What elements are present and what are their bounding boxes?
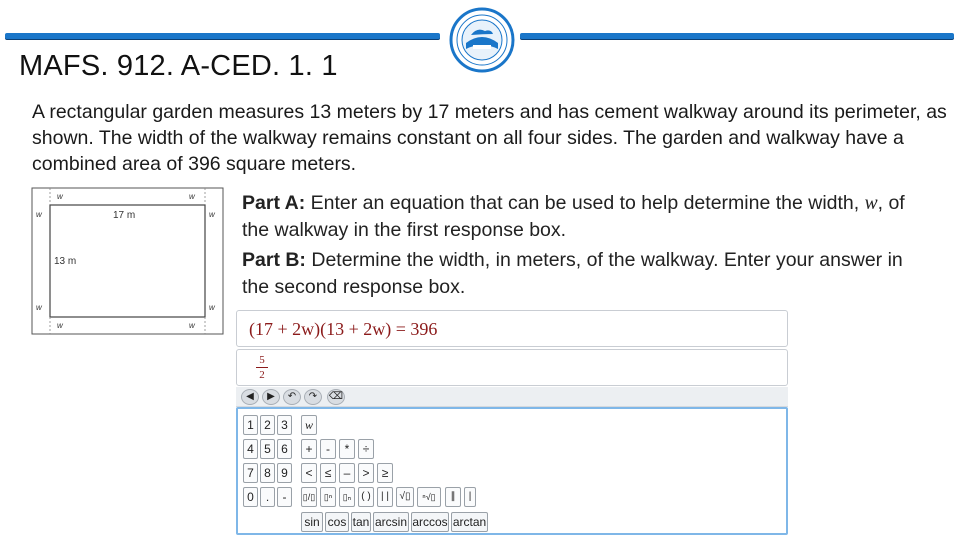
header-bar-right [520,33,954,39]
garden-width-label: 17 m [113,210,136,221]
walkway-label: w [209,303,215,312]
walkway-label: w [209,210,215,219]
left-arrow-icon[interactable]: ◀ [241,389,259,405]
key-3[interactable]: 3 [277,415,292,435]
walkway-label: w [36,303,42,312]
undo-icon[interactable]: ↶ [283,389,301,405]
key-tan[interactable]: tan [351,512,371,532]
fraction-answer [256,354,268,381]
key-greater-than[interactable]: > [358,463,374,483]
part-b [242,247,922,301]
key-negative[interactable]: - [277,487,292,507]
key-minus[interactable]: - [320,439,336,459]
key-2[interactable]: 2 [260,415,275,435]
page-title: MAFS. 912. A-CED. 1. 1 [19,50,338,82]
parallel-icon[interactable]: ∥ [445,487,461,507]
fraction-numerator: 5 [259,354,265,366]
part-a-text-end: , of the walkway in the first response box. [242,192,905,241]
key-sin[interactable]: sin [301,512,323,532]
walkway-label: w [189,321,195,330]
key-plus[interactable]: + [301,439,317,459]
key-less-than[interactable]: < [301,463,317,483]
key-arctan[interactable]: arctan [451,512,488,532]
fraction-template-icon[interactable]: ▯/▯ [301,487,317,507]
editor-toolbar [236,387,788,407]
key-arccos[interactable]: arccos [411,512,449,532]
absolute-value-icon[interactable]: | | [377,487,393,507]
question-prompt [242,190,922,304]
part-a-label: Part A: [242,192,306,214]
response-box-1[interactable] [236,310,788,347]
nth-root-icon[interactable]: ⁿ√▯ [417,487,441,507]
square-root-icon[interactable]: √▯ [396,487,414,507]
key-divide[interactable]: ÷ [358,439,374,459]
key-cos[interactable]: cos [325,512,349,532]
key-5[interactable]: 5 [260,439,275,459]
garden-height-label: 13 m [54,256,77,267]
equation-answer: (17 + 2w)(13 + 2w) = 396 [249,319,438,339]
bar-icon[interactable]: | [464,487,476,507]
right-arrow-icon[interactable]: ▶ [262,389,280,405]
key-9[interactable]: 9 [277,463,292,483]
delete-icon[interactable]: ⌫ [327,389,345,405]
math-keypad [236,407,788,535]
key-6[interactable]: 6 [277,439,292,459]
key-7[interactable]: 7 [243,463,258,483]
key-less-equal[interactable]: ≤ [320,463,336,483]
part-a-text: Enter an equation that can be used to help determine the width, [310,192,860,214]
redo-icon[interactable]: ↷ [304,389,322,405]
garden-diagram [31,187,224,335]
key-greater-equal[interactable]: ≥ [377,463,393,483]
key-8[interactable]: 8 [260,463,275,483]
key-w[interactable]: w [301,415,317,435]
part-b-label: Part B: [242,249,306,271]
key-multiply[interactable]: * [339,439,355,459]
part-a-variable: w [864,193,878,214]
key-1[interactable]: 1 [243,415,258,435]
header-bar-left [5,33,440,39]
parentheses-icon[interactable]: ( ) [358,487,374,507]
key-4[interactable]: 4 [243,439,258,459]
walkway-label: w [189,192,195,201]
walkway-label: w [57,192,63,201]
response-box-2[interactable] [236,349,788,386]
fraction-denominator: 2 [259,369,265,381]
key-decimal[interactable]: . [260,487,275,507]
key-0[interactable]: 0 [243,487,258,507]
walkway-label: w [57,321,63,330]
key-equals[interactable]: – [339,463,355,483]
walkway-label: w [36,210,42,219]
part-a [242,190,922,244]
exponent-template-icon[interactable]: ▯ⁿ [320,487,336,507]
subscript-template-icon[interactable]: ▯ₙ [339,487,355,507]
problem-statement: A rectangular garden measures 13 meters by 17 meters and has cement walkway around its perimeter, as shown. The width of the walkway remains constant on all four sides. The garden and walkway have a combined area of 396 square meters. [32,101,947,175]
part-b-text: Determine the width, in meters, of the walkway. Enter your answer in the second response box. [242,249,903,298]
school-district-logo [449,7,515,73]
key-arcsin[interactable]: arcsin [373,512,409,532]
